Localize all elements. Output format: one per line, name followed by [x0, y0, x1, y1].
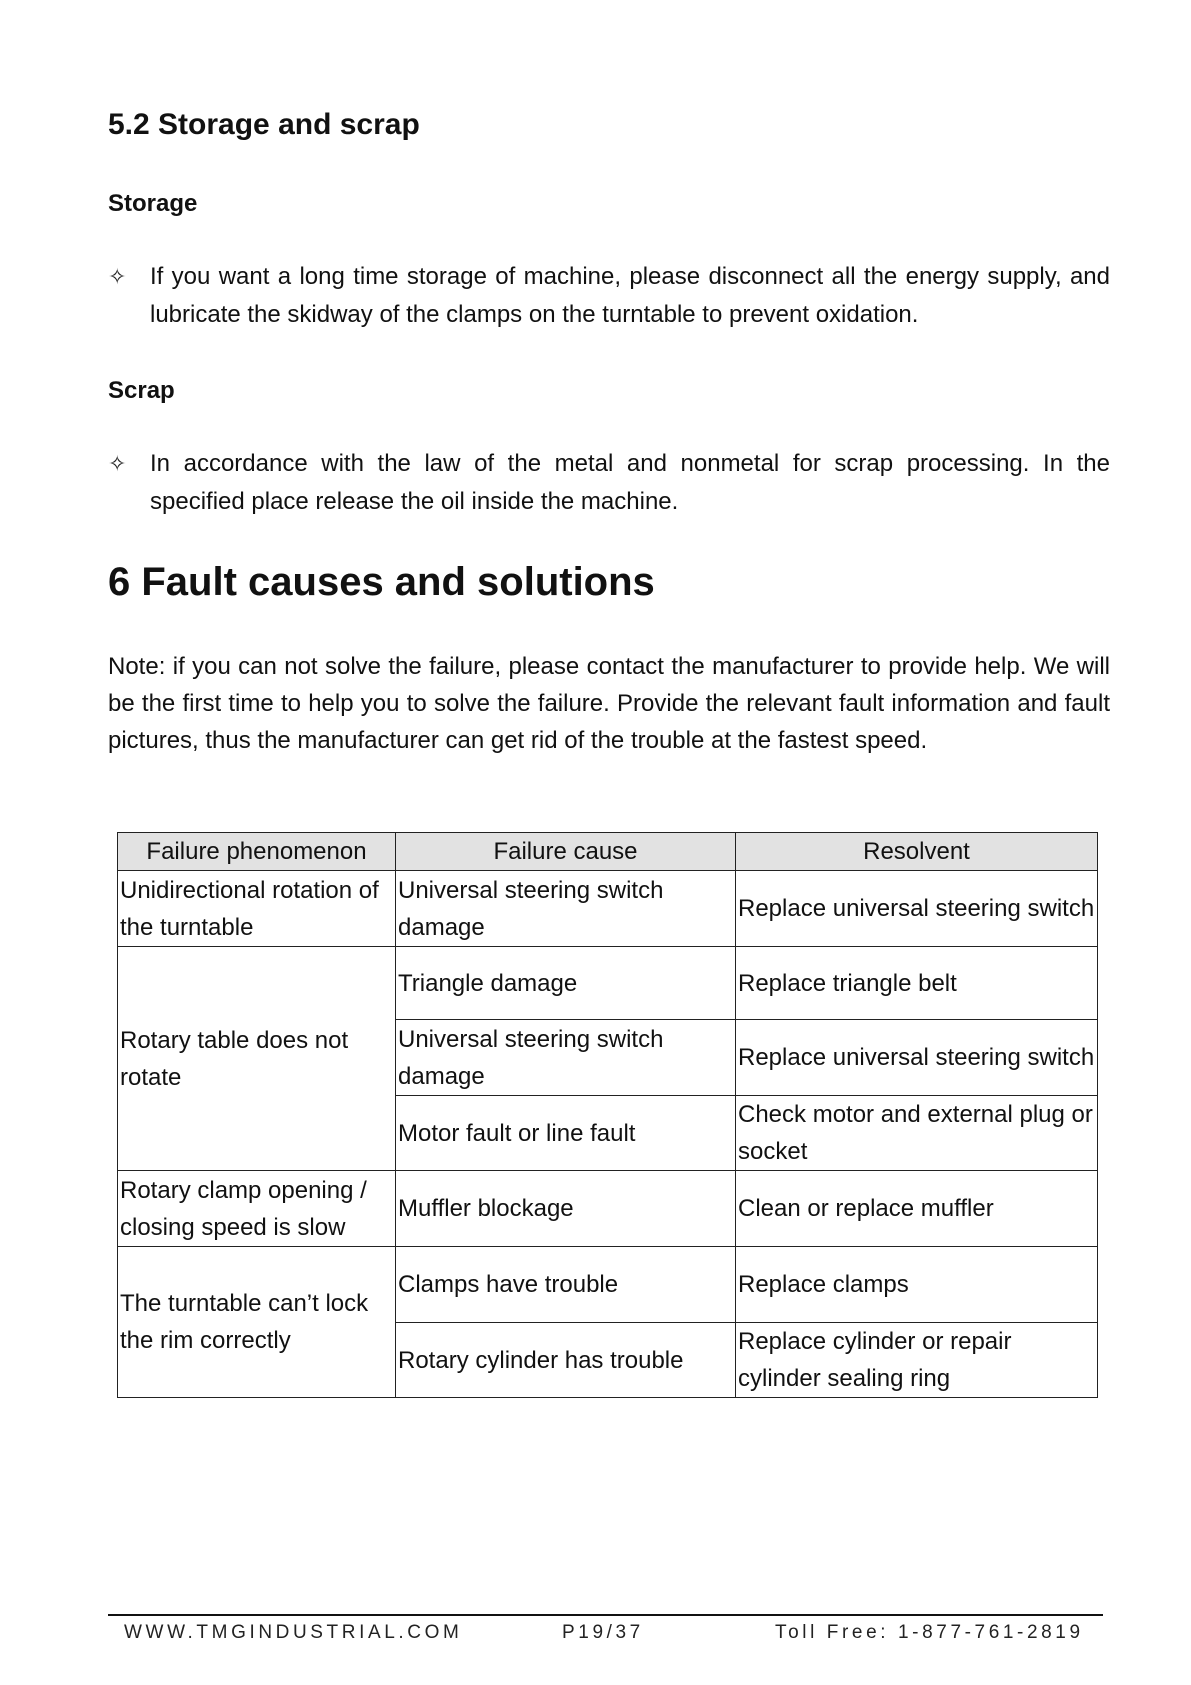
four-pointed-star-icon: ✧ [108, 264, 127, 289]
scrap-text: In accordance with the law of the metal and nonmetal for scrap processing. In the specified place release the oil inside the machine. [150, 450, 1110, 515]
table-row [118, 1171, 1098, 1247]
scrap-heading: Scrap [108, 377, 175, 404]
resolvent-cell: Replace clamps [736, 1247, 1098, 1323]
header-resolvent: Resolvent [736, 833, 1098, 871]
scrap-bullet [108, 445, 1110, 521]
footer-divider [108, 1614, 1103, 1616]
phenomenon-cell: Rotary clamp opening / closing speed is slow [118, 1171, 396, 1247]
cause-cell: Universal steering switch damage [396, 871, 736, 947]
table-row [118, 1247, 1098, 1323]
table-row [118, 871, 1098, 947]
cause-cell: Muffler blockage [396, 1171, 736, 1247]
cause-cell: Triangle damage [396, 947, 736, 1020]
cause-cell: Universal steering switch damage [396, 1020, 736, 1096]
resolvent-cell: Replace universal steering switch [736, 871, 1098, 947]
footer-website: WWW.TMGINDUSTRIAL.COM [124, 1622, 463, 1643]
table-header-row [118, 833, 1098, 871]
storage-bullet [108, 258, 1110, 334]
table-row [118, 947, 1098, 1020]
storage-heading: Storage [108, 190, 198, 217]
cause-cell: Clamps have trouble [396, 1247, 736, 1323]
section-title: 5.2 Storage and scrap [108, 108, 420, 141]
header-failure-phenomenon: Failure phenomenon [118, 833, 396, 871]
footer-phone: Toll Free: 1-877-761-2819 [775, 1622, 1084, 1643]
phenomenon-cell: Unidirectional rotation of the turntable [118, 871, 396, 947]
resolvent-cell: Replace triangle belt [736, 947, 1098, 1020]
resolvent-cell: Replace universal steering switch [736, 1020, 1098, 1096]
resolvent-cell: Check motor and external plug or socket [736, 1096, 1098, 1171]
footer-page-number: P19/37 [562, 1622, 644, 1643]
chapter-note: Note: if you can not solve the failure, please contact the manufacturer to provide help. We will be the first time to help you to solve the failure. Provide the relevant fault information and fault pictures, thus the manufacturer can get rid of the trouble at the fastest speed. [108, 653, 1110, 754]
header-failure-cause: Failure cause [396, 833, 736, 871]
resolvent-cell: Replace cylinder or repair cylinder sealing ring [736, 1323, 1098, 1398]
chapter-title: 6 Fault causes and solutions [108, 560, 655, 604]
resolvent-cell: Clean or replace muffler [736, 1171, 1098, 1247]
four-pointed-star-icon: ✧ [108, 451, 127, 476]
phenomenon-cell: The turntable can’t lock the rim correctly [118, 1247, 396, 1398]
fault-table [117, 832, 1098, 1398]
storage-text: If you want a long time storage of machine, please disconnect all the energy supply, and lubricate the skidway of the clamps on the turntable to prevent oxidation. [150, 263, 1110, 328]
cause-cell: Rotary cylinder has trouble [396, 1323, 736, 1398]
cause-cell: Motor fault or line fault [396, 1096, 736, 1171]
phenomenon-cell: Rotary table does not rotate [118, 947, 396, 1171]
